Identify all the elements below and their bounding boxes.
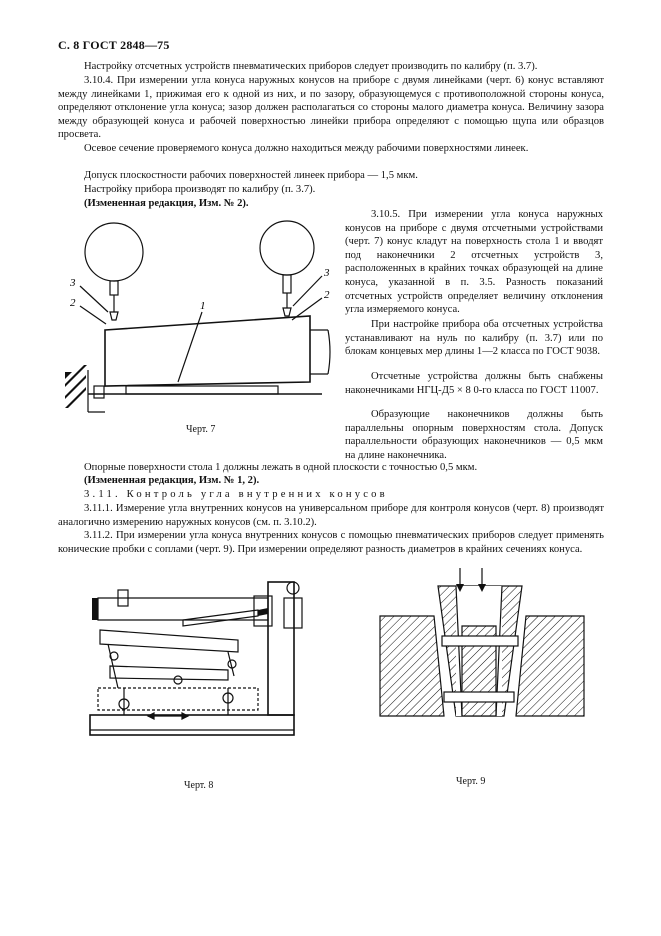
section-heading-3-11: 3.11. Контроль угла внутренних конусов: [84, 489, 388, 500]
figure-8-drawing: [88, 570, 320, 770]
paragraph-3-11-2: 3.11.2. При измерении угла конуса внутренних конусов с помощью пневматических приборов следует применять конические пробки с соплами (черт. 9). При измерении определяют разность диаметров в крайних сечениях конуса.: [58, 530, 604, 555]
amendment-note-1-2: (Измененная редакция, Изм. № 1, 2).: [84, 475, 260, 486]
figure-9-caption: Черт. 9: [456, 776, 486, 787]
paragraph-flatness-tolerance: Допуск плоскостности рабочих поверхностей линеек прибора — 1,5 мкм.: [84, 170, 418, 181]
paragraph-axial-section: Осевое сечение проверяемого конуса должно находиться между рабочими поверхностями линеек.: [84, 143, 529, 154]
fig7-label-2-left: 2: [70, 297, 76, 309]
paragraph-zero-setting: При настройке прибора оба отсчетных устройства устанавливают на нуль по калибру (п. 3.7) или по блокам концевых мер длины 1—2 класса по ГОСТ 9038.: [345, 319, 603, 358]
fig7-label-3-left: 3: [70, 277, 76, 289]
fig7-label-1: 1: [200, 300, 206, 312]
base-plate: [90, 715, 294, 735]
paragraph-tip-parallelism: Образующие наконечников должны быть параллельны опорным поверхностям стола. Допуск параллельности образующих наконечников — 0,5 мкм на длине наконечника.: [345, 409, 603, 461]
paragraph-tips: Отсчетные устройства должны быть снабжены наконечниками НГЦ-Д5 × 8 0-го класса по ГОСТ 11007.: [345, 371, 603, 396]
fig7-label-3-right: 3: [324, 267, 330, 279]
housing-left: [380, 616, 444, 716]
amendment-note-2: (Измененная редакция, Изм. № 2).: [84, 198, 249, 209]
fig7-label-2-right: 2: [324, 289, 330, 301]
dial-indicator-left: [85, 223, 143, 281]
cone-body: [105, 316, 310, 386]
page-header: С. 8 ГОСТ 2848—75: [58, 38, 170, 52]
figure-9-drawing: [376, 566, 588, 732]
figure-7-caption: Черт. 7: [186, 424, 216, 435]
dial-indicator-right: [260, 221, 314, 275]
paragraph-calibration-pneumatic: Настройку отсчетных устройств пневматических приборов следует производить по калибру (п. 3.7).: [84, 61, 538, 72]
paragraph-3-10-4: 3.10.4. При измерении угла конуса наружных конусов на приборе с двумя линейками (черт. 6) конус вставляют между линейками 1, прижимая его к одной из них, и по зазору, образующемуся с противоположной стороны конуса, определяют отклонение угла конуса; зазор должен располагаться со стороны малого диаметра конуса. Величину зазора между образующей конуса и рабочей поверхностью линейки прибора определяют с помощью щупа или образцов просвета.: [58, 75, 604, 141]
paragraph-3-11-1: 3.11.1. Измерение угла внутренних конусов на универсальном приборе для контроля конусов (черт. 8) производят аналогично измерению наружных конусов (см. п. 3.10.2).: [58, 503, 604, 528]
housing-right: [516, 616, 584, 716]
paragraph-support-surfaces: Опорные поверхности стола 1 должны лежать в одной плоскости с точностью 0,5 мкм.: [84, 462, 478, 473]
paragraph-3-10-5: 3.10.5. При измерении угла конуса наружных конусов на приборе с двумя отсчетными устройствами (черт. 7) конус кладут на поверхность стола 1 и вводят под наконечники 2 отсчетных устройств 3, расположенных в крайних точках образующей на длине конуса, указанной в п. 3.5. Разность показаний отсчетных устройств определяет величину отклонения угла измеряемого конуса.: [345, 209, 603, 316]
paragraph-calibration: Настройку прибора производят по калибру (п. 3.7).: [84, 184, 316, 195]
figure-7-drawing: [60, 212, 342, 420]
figure-8-caption: Черт. 8: [184, 780, 214, 791]
